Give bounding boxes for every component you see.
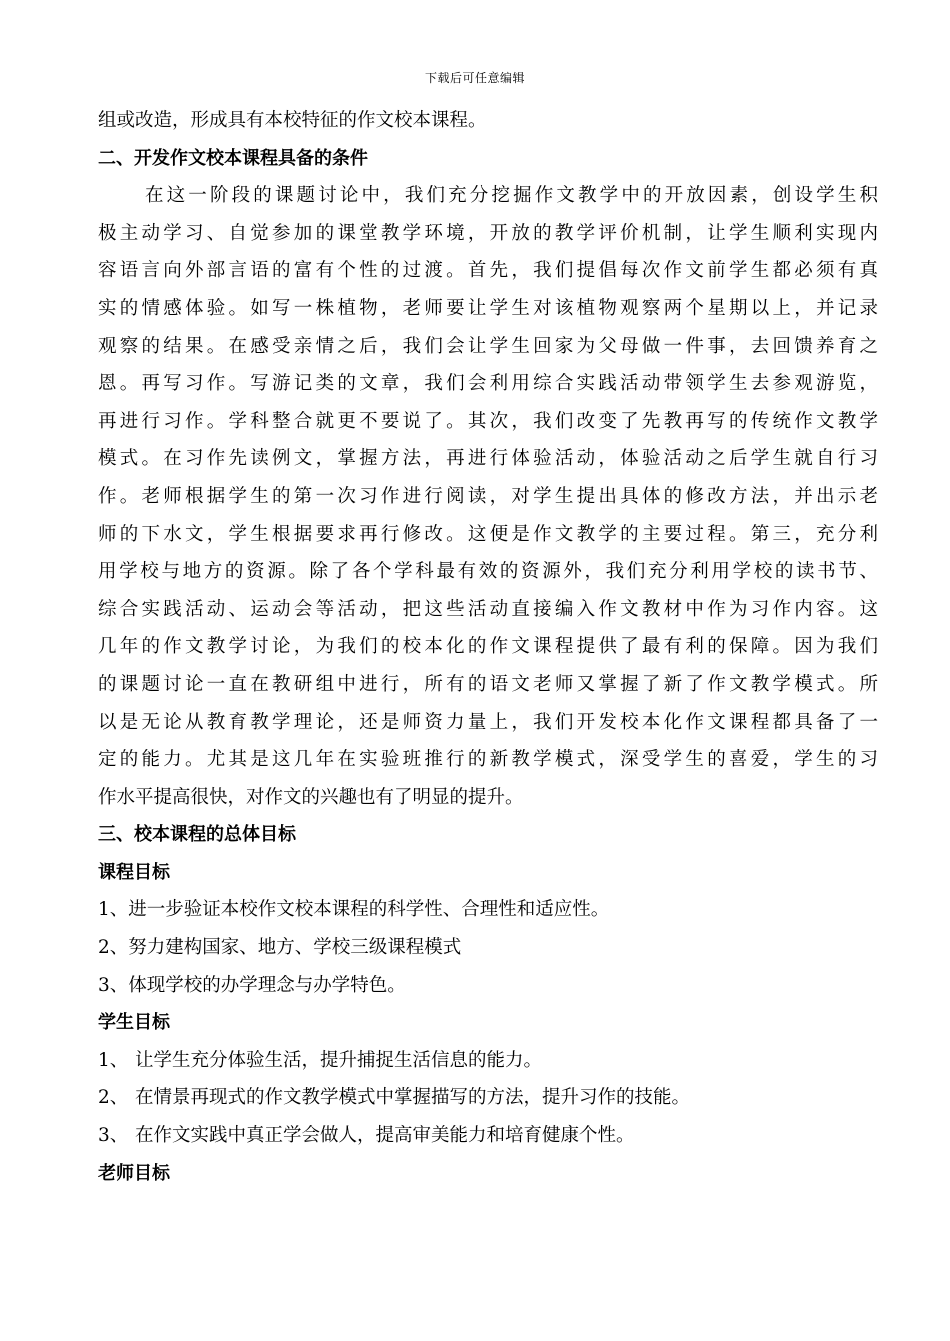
section2-para-line: 用学校与地方的资源。除了各个学科最有效的资源外，我们充分利用学校的读书节、: [98, 561, 878, 583]
student-goal-text: 让学生充分体验生活，提升捕捉生活信息的能力。: [135, 1049, 543, 1071]
section2-para-line: 综合实践活动、运动会等活动，把这些活动直接编入作文教材中作为习作内容。这: [98, 598, 878, 620]
section2-para-line: 恩。再写习作。写游记类的文章，我们会利用综合实践活动带领学生去参观游览，: [98, 373, 878, 395]
section2-para-line: 在这一阶段的课题讨论中，我们充分挖掘作文教学中的开放因素，创设学生积: [145, 185, 878, 207]
section2-para-line: 师的下水文，学生根据要求再行修改。这便是作文教学的主要过程。第三，充分利: [98, 523, 878, 545]
section2-para-line: 定的能力。尤其是这几年在实验班推行的新教学模式，深受学生的喜爱，学生的习: [98, 749, 878, 771]
document-body: [98, 102, 878, 1192]
section2-para-line: 作。老师根据学生的第一次习作进行阅读，对学生提出具体的修改方法，并出示老: [98, 485, 878, 507]
course-goal-item: 1、进一步验证本校作文校本课程的科学性、合理性和适应性。: [98, 899, 610, 921]
student-goal-text: 在作文实践中真正学会做人，提高审美能力和培育健康个性。: [135, 1125, 635, 1147]
section2-para-line: 实的情感体验。如写一株植物，老师要让学生对该植物观察两个星期以上，并记录: [98, 297, 878, 319]
section2-para-line: 以是无论从教育教学理论，还是师资力量上，我们开发校本化作文课程都具备了一: [98, 711, 878, 733]
student-goal-number: 3、: [98, 1125, 129, 1147]
section2-para-line: 观察的结果。在感受亲情之后，我们会让学生回家为父母做一件事，去回馈养育之: [98, 335, 878, 357]
intro-tail-line: 组或改造，形成具有本校特征的作文校本课程。: [98, 110, 487, 131]
section3-heading: 三、校本课程的总体目标: [98, 824, 296, 846]
section2-para-line: 模式。在习作先读例文，掌握方法，再进行体验活动，体验活动之后学生就自行习: [98, 448, 878, 470]
student-goals-heading: 学生目标: [98, 1012, 170, 1034]
student-goal-item: [98, 1079, 878, 1117]
section2-para-line: 作水平提高很快，对作文的兴趣也有了明显的提升。: [98, 786, 524, 808]
section2-para-line: 几年的作文教学讨论，为我们的校本化的作文课程提供了最有利的保障。因为我们: [98, 636, 878, 658]
teacher-goals-heading: 老师目标: [98, 1162, 170, 1184]
section2-para-line: 再进行习作。学科整合就更不要说了。其次，我们改变了先教再写的传统作文教学: [98, 410, 878, 432]
course-goal-item: 2、努力建构国家、地方、学校三级课程模式: [98, 937, 462, 959]
section2-para-line: 的课题讨论一直在教研组中进行，所有的语文老师又掌握了新了作文教学模式。所: [98, 673, 878, 695]
student-goal-number: 2、: [98, 1087, 129, 1109]
student-goal-item: [98, 1042, 878, 1080]
section2-heading: 二、开发作文校本课程具备的条件: [98, 147, 368, 169]
student-goal-text: 在情景再现式的作文教学模式中掌握描写的方法，提升习作的技能。: [135, 1087, 691, 1109]
course-goals-heading: 课程目标: [98, 861, 170, 883]
section2-para-line: 极主动学习、自觉参加的课堂教学环境，开放的教学评价机制，让学生顺利实现内: [98, 222, 878, 244]
student-goal-item: [98, 1117, 878, 1155]
course-goal-item: 3、体现学校的办学理念与办学特色。: [98, 974, 406, 996]
section2-para-line: 容语言向外部言语的富有个性的过渡。首先，我们提倡每次作文前学生都必须有真: [98, 260, 878, 282]
student-goal-number: 1、: [98, 1049, 129, 1071]
page-header: 下载后可任意编辑: [424, 71, 525, 85]
